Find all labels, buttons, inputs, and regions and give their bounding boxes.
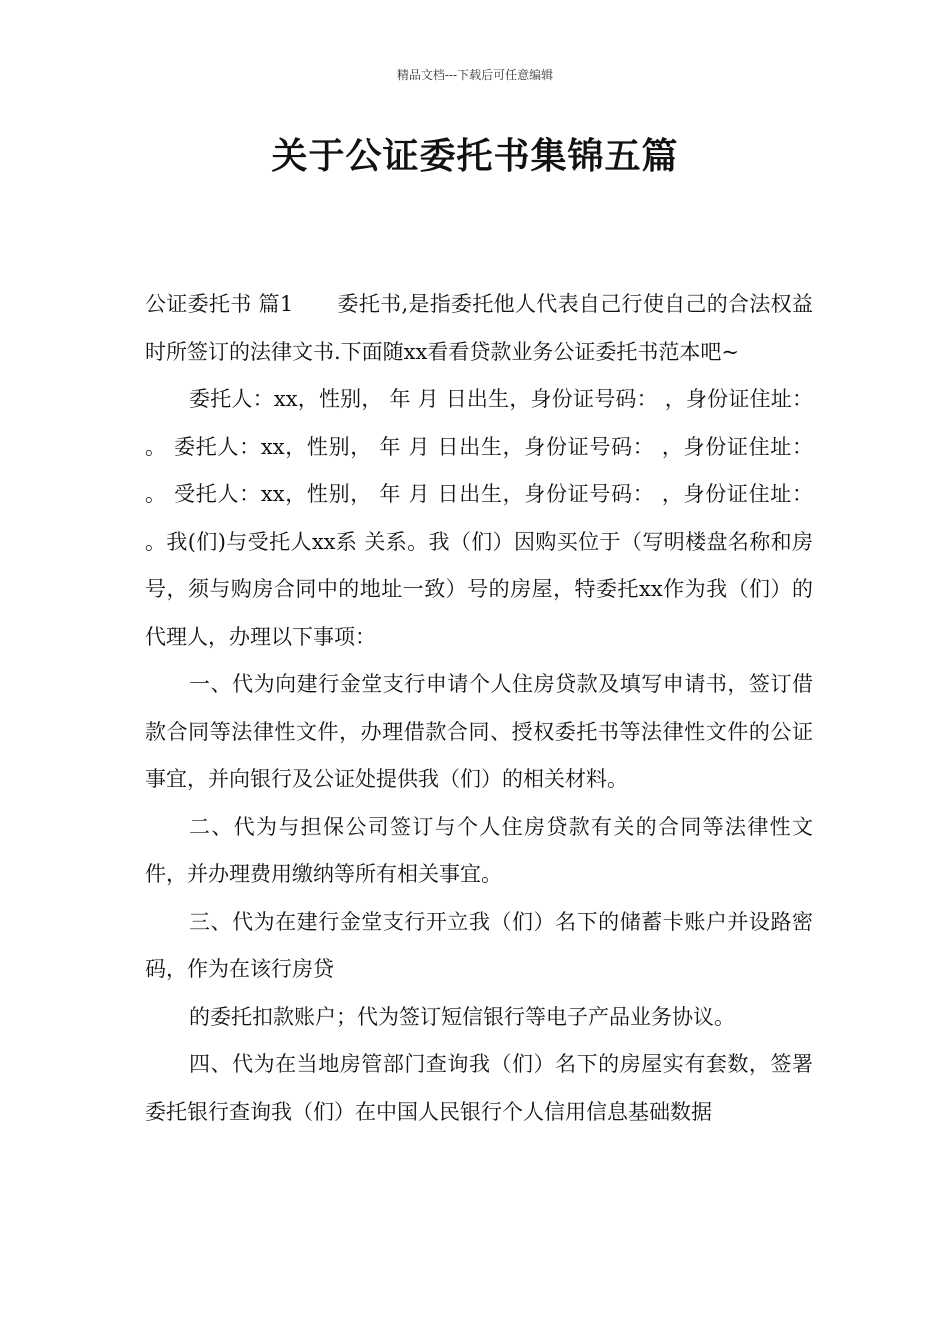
paragraph-item-2: 二、代为与担保公司签订与个人住房贷款有关的合同等法律性文件，并办理费用缴纳等所有相关事宜。 xyxy=(145,814,813,886)
document-title: 关于公证委托书集锦五篇 xyxy=(271,136,679,177)
page-header: 精品文档---下载后可任意编辑 xyxy=(396,68,554,82)
intro-paragraph xyxy=(145,281,813,376)
document-body xyxy=(145,281,813,1136)
section-label: 公证委托书 篇1 xyxy=(145,292,294,316)
paragraph-item-4: 四、代为在当地房管部门查询我（们）名下的房屋实有套数，签署委托银行查询我（们）在中国人民银行个人信用信息基础数据 xyxy=(145,1052,813,1124)
paragraph-item-3: 三、代为在建行金堂支行开立我（们）名下的储蓄卡账户并设路密码，作为在该行房贷 xyxy=(145,909,813,981)
paragraph-item-1: 一、代为向建行金堂支行申请个人住房贷款及填写申请书，签订借款合同等法律性文件，办理借款合同、授权委托书等法律性文件的公证事宜，并向银行及公证处提供我（们）的相关材料。 xyxy=(145,672,813,791)
paragraph-item-3-continued: 的委托扣款账户；代为签订短信银行等电子产品业务协议。 xyxy=(189,1004,735,1029)
paragraph-parties: 委托人：xx，性别， 年 月 日出生，身份证号码： ，身份证住址： 。 委托人：xx，性别， 年 月 日出生，身份证号码： ，身份证住址： 。 受托人：xx，性别， 年 月 日出生，身份证号码： ，身份证住址： 。我(们)与受托人xx系 关系。我（们）因购买位于（写明楼盘名称和房号，须与购房合同中的地址一致）号的房屋，特委托xx作为我（们）的代理人，办理以下事项： xyxy=(145,387,813,649)
intro-text: 委托书,是指委托他人代表自己行使自己的合法权益时所签订的法律文书.下面随xx看看贷款业务公证委托书范本吧~ xyxy=(145,292,813,364)
